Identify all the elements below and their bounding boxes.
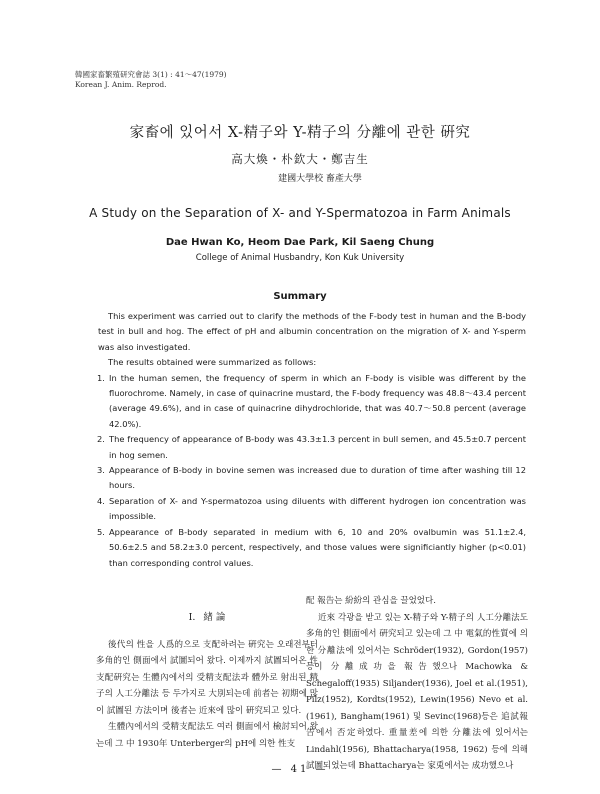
- result-text: In the human semen, the frequency of sperm in which an F-body is visible was different by the fluorochrome. Namely, in case of quinacrine mustard, the F-body frequency was 48.8～43.4 percent (average 49.6%), and in case of quinacrine dihydrochloride, that was 40.7～50.8 percent (average 42.0%).: [109, 372, 526, 429]
- summary-heading: Summary: [273, 291, 327, 302]
- abstract-lead: The results obtained were summarized as follows:: [108, 357, 317, 368]
- result-number: 5.: [97, 526, 105, 537]
- result-text: Appearance of B-body separated in medium with 6, 10 and 20% ovalbumin was 51.1±2.4, 50.6±2.5 and 58.2±3.0 percent, respectively, and those values were significiantly higher (p<0.01) than corresponding control values.: [109, 526, 526, 568]
- result-text: Separation of X- and Y-spermatozoa using diluents with different hydrogen ion concentration was impossible.: [109, 495, 526, 522]
- journal-name: Korean J. Anim. Reprod.: [75, 80, 167, 89]
- section-heading-introduction: [96, 610, 318, 627]
- result-item: [98, 463, 526, 494]
- section-number: I.: [188, 612, 196, 623]
- authors-korean: 高大煥・朴欽大・鄭吉生: [231, 152, 369, 166]
- result-number: 1.: [97, 372, 105, 383]
- body-paragraph: 配 報告는 紛紛의 관심을 끌었었다.: [306, 596, 436, 606]
- abstract: [98, 309, 526, 571]
- result-number: 2.: [97, 434, 105, 445]
- body-column-right: [306, 593, 528, 775]
- result-item: [98, 432, 526, 463]
- section-title: 緖 論: [203, 612, 226, 623]
- result-text: The frequency of appearance of B-body was 43.3±1.3 percent in bull semen, and 45.5±0.7 percent in hog semen.: [109, 434, 526, 460]
- body-paragraph: 後代의 性을 人爲的으로 支配하려는 硏究는 오래전부터 多角的인 側面에서 試圖되어 왔다. 이제까지 試圖되어온 性支配硏究는 生體內에서의 受精支配法과 體外로 射出된 精子의 人工分離法 등 두가지로 大別되는데 前者는 初期에 많이 試圖된 方法이며 後者는 近來에 많이 硏究되고 있다.: [96, 639, 318, 716]
- page-number: — 41 —: [271, 764, 329, 775]
- body-paragraph: 近來 각광을 받고 있는 X-精子와 Y-精子의 人工分離法도 多角的인 側面에서 硏究되고 있는데 그 中 電氣的性質에 의한 分離法에 있어서는 Schröder(1932), Gordon(1957) 등이 分離成功을 報告했으나 Machowka & Schegaloff(1935) Siljander(1936), Joel et al.(1951), Pilz(1952), Kordts(1952), Lewin(1956) Nevo et al.(1961), Bangham(1961) 및 Sevinc(1968)등은 追試報告에서 否定하였다. 重量差에 의한 分離法에 있어서는 Lindahl(1956), Bhattacharya(1958, 1962) 등에 의해 試圖되었는데 Bhattacharya는 家兎에서는 成功했으나: [306, 612, 528, 771]
- result-item: [98, 371, 526, 433]
- result-item: [98, 525, 526, 571]
- authors-english: Dae Hwan Ko, Heom Dae Park, Kil Saeng Chung: [165, 237, 435, 248]
- result-number: 4.: [97, 495, 105, 506]
- affiliation-korean: 建國大學校 畜產大學: [278, 174, 362, 184]
- abstract-intro: This experiment was carried out to clarify the methods of the F-body test in human and the B-body test in bull and hog. The effect of pH and albumin concentration on the migration of X- and Y-sperm was also investigated.: [98, 311, 526, 352]
- journal-citation: 韓國家畜繁殖研究會誌 3(1) : 41～47(1979): [75, 70, 227, 79]
- title-english: A Study on the Separation of X- and Y-Spermatozoa in Farm Animals: [89, 206, 511, 220]
- title-korean: 家畜에 있어서 X-精子와 Y-精子의 分離에 관한 硏究: [129, 125, 471, 141]
- body-column-left: [96, 597, 318, 752]
- result-text: Appearance of B-body in bovine semen was increased due to duration of time after washing till 12 hours.: [109, 465, 526, 491]
- result-item: [98, 494, 526, 525]
- results-list: [98, 371, 526, 571]
- body-paragraph: 生體內에서의 受精支配法도 여러 側面에서 檢討되어 왔는데 그 中 1930年 Unterberger의 pH에 의한 性支: [96, 722, 318, 749]
- journal-header: [75, 70, 227, 90]
- result-number: 3.: [97, 465, 105, 476]
- affiliation-english: College of Animal Husbandry, Kon Kuk University: [195, 253, 405, 263]
